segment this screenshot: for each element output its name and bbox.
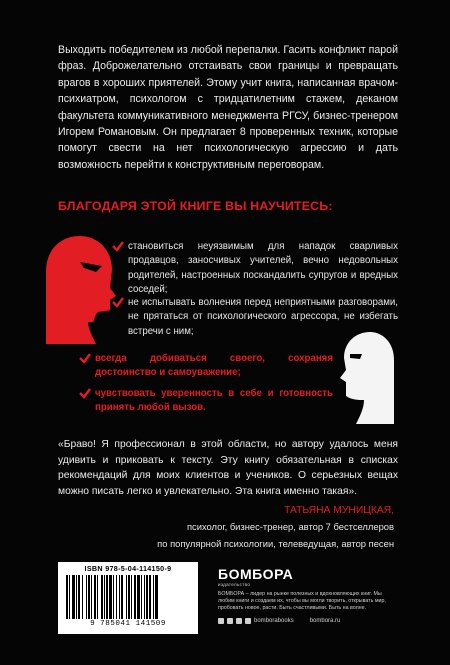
list-item-text: чувствовать уверенность в себе и готовность принять любой вызов.: [95, 388, 333, 414]
instagram-icon: [245, 618, 251, 624]
publisher-logo: БОМБОРА: [218, 566, 294, 582]
learn-heading: БЛАГОДАРЯ ЭТОЙ КНИГЕ ВЫ НАУЧИТЕСЬ:: [58, 199, 333, 213]
intro-text: Выходить победителем из любой перепалки. Гасить конфликт парой фраз. Доброжелательно отстаивать свои границы и превращать врагов в хороших приятелей. Этому учит книга, написанная врачом-психиатром, психологом с тридцатилетним стажем, деканом факультета коммуникативного менеджмента РГСУ, бизнес-тренером Игорем Романовым. Он предлагает 8 проверенных техник, которые помогут свести на нет психологическую агрессию и дать возможность перейти к конструктивным переговорам.: [58, 44, 398, 171]
white-head-figure: [340, 332, 396, 424]
red-head-figure: [36, 236, 116, 344]
publisher-subtitle: издательство: [218, 582, 251, 587]
author-description: [64, 518, 394, 552]
list-item-text: всегда добиваться своего, сохраняя достоинство и самоуважение;: [95, 353, 333, 379]
check-icon: [112, 240, 124, 252]
check-icon: [79, 387, 91, 399]
check-icon: [79, 352, 91, 364]
barcode-bars: [66, 575, 190, 619]
social-handle: bomborabooks: [254, 618, 294, 624]
list-item-text: становиться неуязвимым для нападок сварливых продавцов, заносчивых учителей, вечно недовольных родителей, настроенных поскандалить супругов и вредных соседей;: [128, 241, 398, 296]
list-item: [128, 296, 398, 339]
list-item: [95, 387, 333, 416]
website-link: bombora.ru: [309, 618, 341, 624]
youtube-icon: [236, 618, 242, 624]
list-item: [95, 352, 333, 381]
author-desc-line: по популярной психологии, телеведущая, автор песен: [157, 538, 394, 549]
isbn-label: ISBN 978-5-04-114150-9: [84, 564, 172, 573]
barcode: [58, 562, 198, 634]
list-item-text: не испытывать волнения перед неприятными разговорами, не прятаться от психологического агрессора, не избегать встречи с ним;: [128, 297, 398, 337]
author-name: ТАТЬЯНА МУНИЦКАЯ,: [284, 505, 394, 516]
publisher-block: [218, 566, 398, 624]
publisher-description: БОМБОРА – лидер на рынке полезных и вдохновляющих книг. Мы любим книги и создаем их, чтобы вы могли творить, открывать мир, пробовать новое, расти. Быть счастливыми. Быть на волне.: [218, 591, 386, 611]
telegram-icon: [227, 618, 233, 624]
list-item: [128, 240, 398, 298]
check-icon: [112, 296, 124, 308]
author-desc-line: психолог, бизнес-тренер, автор 7 бестселлеров: [186, 521, 394, 532]
review-quote: «Браво! Я профессионал в этой области, но автору удалось меня удивить и приковать к тексту. Эту книгу обязательная в списках рекомендаций для моих клиентов и учеников. О серьезных вещах можно писать легко и увлекательно. Эта книга именно такая».: [58, 439, 398, 498]
vk-icon: [218, 618, 224, 624]
barcode-digits: 9 785041 141509: [90, 620, 166, 628]
publisher-social: [218, 618, 398, 624]
